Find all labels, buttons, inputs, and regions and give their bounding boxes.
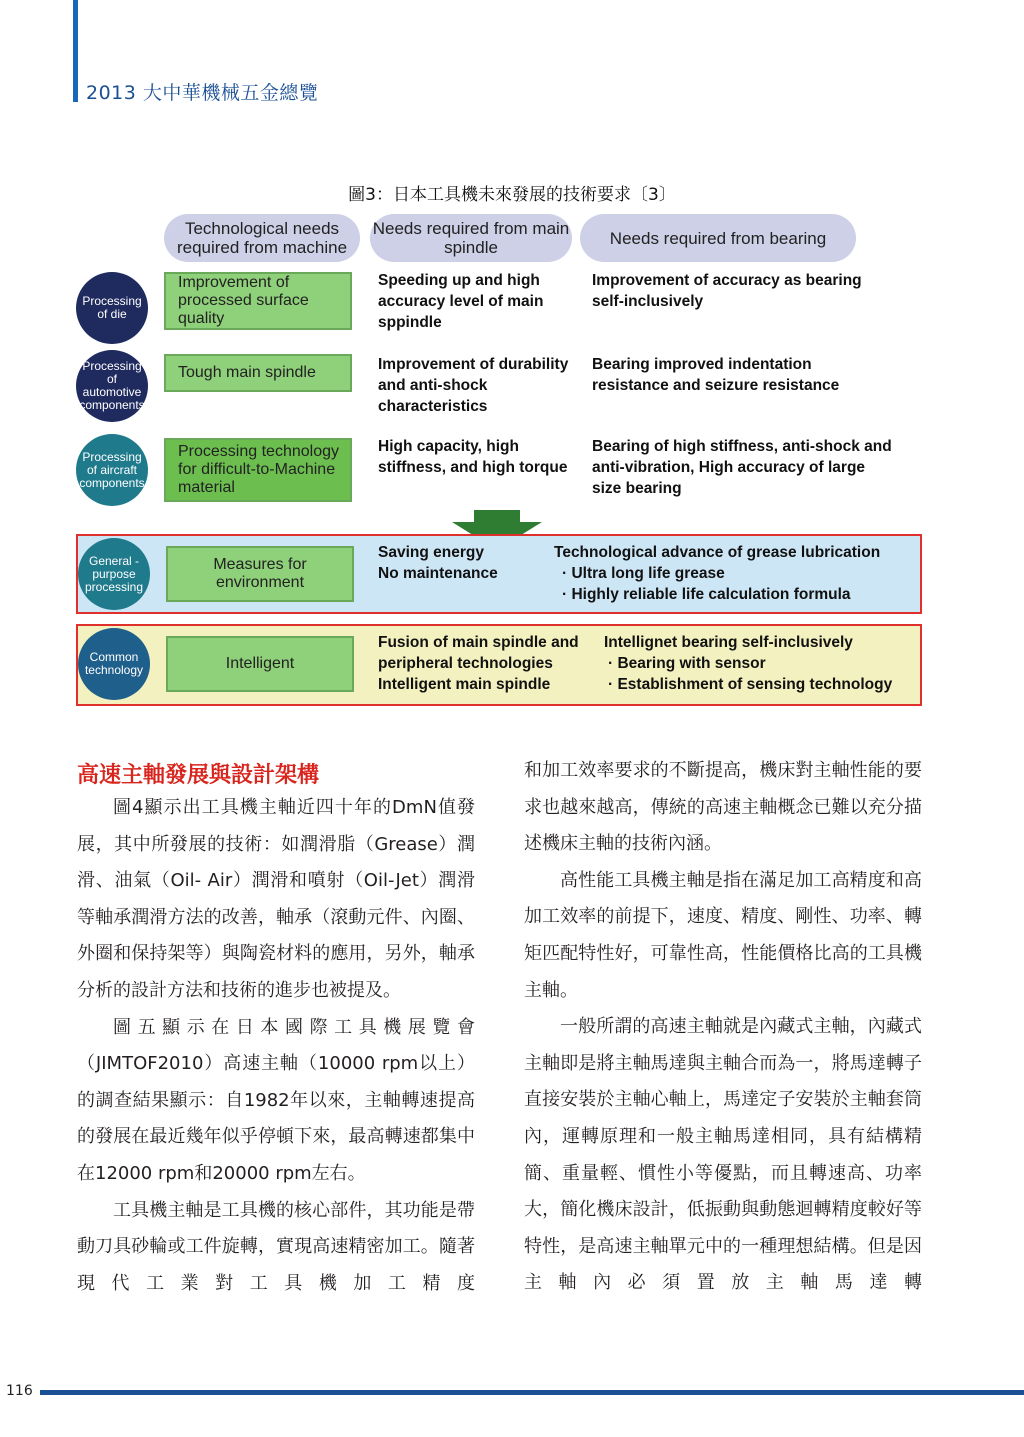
right-column: [524, 753, 922, 1302]
bearing-need-life-formula: · Highly reliable life calculation formula: [562, 586, 851, 603]
paragraph: 和加工效率要求的不斷提高，機床對主軸性能的要求也越來越高，傳統的高速主軸概念已難以充分描述機床主軸的技術內涵。: [524, 760, 922, 855]
left-column: [77, 790, 475, 1302]
spindle-need-fusion: Fusion of main spindle and: [378, 634, 579, 651]
machine-need-environment: Measures for environment: [166, 546, 354, 602]
bearing-need-aircraft: Bearing of high stiffness, anti-shock and anti-vibration, High accuracy of large size bearing: [592, 438, 892, 497]
figure-3-diagram: [72, 210, 928, 710]
figure-caption: 圖3：日本工具機未來發展的技術要求〔3〕: [348, 185, 676, 205]
spindle-need-intelligent: Intelligent main spindle: [378, 676, 551, 693]
publication-title: 2013 大中華機械五金總覽: [86, 82, 319, 104]
machine-need-die: Improvement of processed surface quality: [164, 272, 352, 330]
band-general-purpose: [76, 534, 922, 614]
paragraph: 工具機主軸是工具機的核心部件，其功能是帶動刀具砂輪或工件旋轉，實現高速精密加工。隨著現代工業對工具機加工精度: [77, 1199, 475, 1294]
spindle-need-maintenance: No maintenance: [378, 565, 498, 582]
footer-bar: [40, 1390, 1024, 1395]
row-label-automotive: Processing of automotive components: [76, 350, 148, 422]
bearing-need-grease-life: · Ultra long life grease: [562, 565, 725, 582]
bearing-need-intelligent: Intellignet bearing self-inclusively: [604, 634, 853, 651]
article-title: 高速主軸發展與設計架構: [77, 763, 320, 788]
spindle-need-peripheral: peripheral technologies: [378, 655, 553, 672]
col-head-bearing: Needs required from bearing: [580, 214, 856, 262]
bearing-need-automotive: Bearing improved indentation resistance and seizure resistance: [592, 356, 840, 394]
bearing-need-grease: Technological advance of grease lubrication: [554, 544, 881, 561]
spindle-need-aircraft: High capacity, high stiffness, and high torque: [378, 438, 568, 476]
spindle-need-die: Speeding up and high accuracy level of main sppindle: [378, 272, 544, 331]
paragraph: 圖五顯示在日本國際工具機展覽會（JIMTOF2010）高速主軸（10000 rpm以上）的調查結果顯示：自1982年以來，主軸轉速提高的發展在最近幾年似乎停頓下來，最高轉速都集中在12000 rpm和20000 rpm左右。: [77, 1016, 475, 1184]
paragraph: 高性能工具機主軸是指在滿足加工高精度和高加工效率的前提下，速度、精度、剛性、功率、轉矩匹配特性好，可靠性高，性能價格比高的工具機主軸。: [524, 869, 922, 1001]
bearing-need-die: Improvement of accuracy as bearing self-inclusively: [592, 272, 862, 310]
paragraph: 圖4顯示出工具機主軸近四十年的DmN值發展，其中所發展的技術：如潤滑脂（Grease）潤滑、油氣（Oil- Air）潤滑和噴射（Oil-Jet）潤滑等軸承潤滑方法的改善，軸承（滾動元件、內圈、外圈和保持架等）與陶瓷材料的應用，另外，軸承分析的設計方法和技術的進步也被提及。: [77, 797, 475, 1001]
row-label-aircraft: Processing of aircraft components: [76, 434, 148, 506]
col-head-spindle: Needs required from main spindle: [370, 214, 572, 262]
spindle-need-energy: Saving energy: [378, 544, 484, 561]
row-label-die: Processing of die: [76, 272, 148, 344]
paragraph: 一般所謂的高速主軸就是內藏式主軸，內藏式主軸即是將主軸馬達與主軸合而為一，將馬達轉子直接安裝於主軸心軸上，馬達定子安裝於主軸套筒內，運轉原理和一般主軸馬達相同，具有結構精簡、重量輕、慣性小等優點，而且轉速高、功率大，簡化機床設計，低振動與動態迴轉精度較好等特性，是高速主軸單元中的一種理想結構。但是因主軸內必須置放主軸馬達轉: [524, 1016, 922, 1294]
header-accent-bar: [73, 0, 78, 102]
row-label-common: Common technology: [78, 628, 150, 700]
col-head-machine: Technological needs required from machine: [164, 214, 360, 262]
machine-need-aircraft: Processing technology for difficult-to-Machine material: [164, 438, 352, 502]
machine-need-automotive: Tough main spindle: [164, 354, 352, 392]
row-label-general: General -purpose processing: [78, 538, 150, 610]
spindle-need-automotive: Improvement of durability and anti-shock characteristics: [378, 356, 569, 415]
bearing-need-sensor: · Bearing with sensor: [608, 655, 766, 672]
machine-need-intelligent: Intelligent: [166, 636, 354, 692]
bearing-need-sensing-tech: · Establishment of sensing technology: [608, 676, 893, 693]
page-number: 116: [6, 1383, 33, 1399]
band-common-technology: [76, 624, 922, 706]
